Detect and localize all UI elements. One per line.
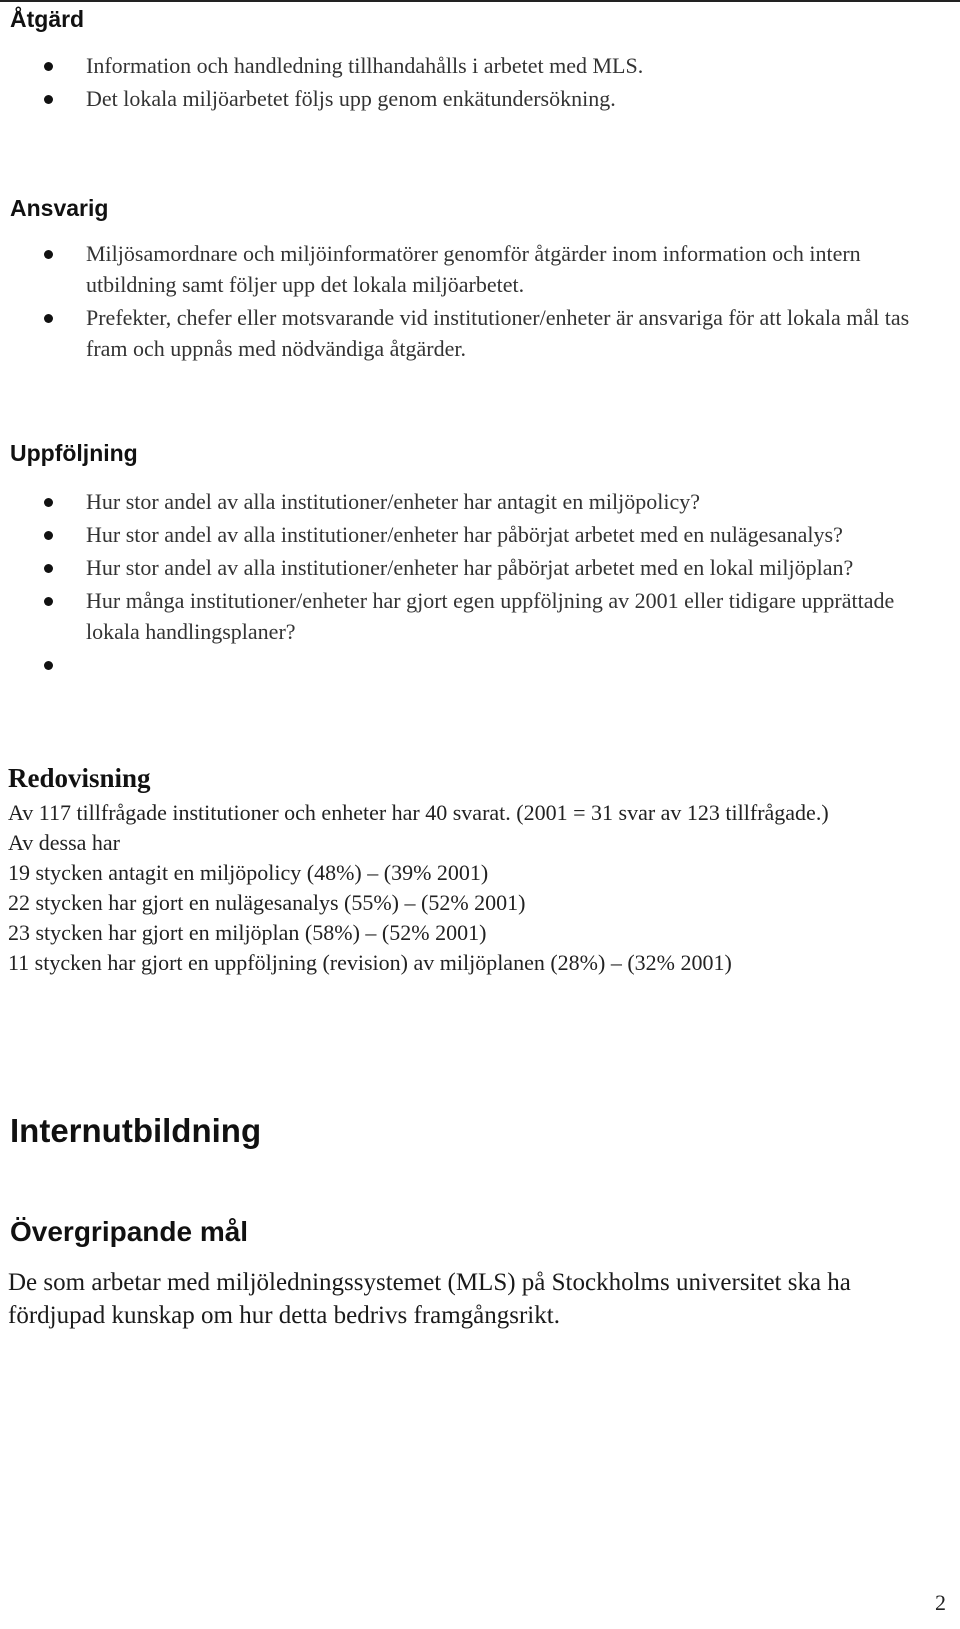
redovisning-line: Av dessa har	[8, 830, 120, 855]
list-ansvarig	[0, 238, 920, 366]
bullet-icon	[44, 62, 53, 71]
redovisning-line: 19 stycken antagit en miljöpolicy (48%) – (39% 2001)	[8, 860, 489, 885]
bullet-icon	[44, 531, 53, 540]
list-uppfoljning	[0, 486, 920, 682]
heading-atgard: Åtgärd	[10, 6, 85, 32]
overgripande-text: De som arbetar med miljöledningssystemet (MLS) på Stockholms universitet ska ha fördjupad kunskap om hur detta bedrivs framgångsrikt.	[8, 1269, 851, 1329]
list-item: Miljösamordnare och miljöinformatörer genomför åtgärder inom information och intern utbildning samt följer upp det lokala miljöarbetet.	[0, 238, 920, 300]
bullet-icon	[44, 564, 53, 573]
list-item: Hur många institutioner/enheter har gjort egen uppföljning av 2001 eller tidigare upprättade lokala handlingsplaner?	[0, 585, 920, 647]
top-rule	[0, 0, 960, 2]
list-item: Hur stor andel av alla institutioner/enheter har påbörjat arbetet med en lokal miljöplan?	[0, 552, 920, 583]
list-item	[0, 649, 920, 680]
list-item: Hur stor andel av alla institutioner/enheter har antagit en miljöpolicy?	[0, 486, 920, 517]
redovisning-line: 11 stycken har gjort en uppföljning (revision) av miljöplanen (28%) – (32% 2001)	[8, 950, 732, 975]
bullet-icon	[44, 661, 53, 670]
list-item: Hur stor andel av alla institutioner/enheter har påbörjat arbetet med en nulägesanalys?	[0, 519, 920, 550]
page-number: 2	[935, 1590, 946, 1615]
heading-overgripande-mal: Övergripande mål	[10, 1216, 249, 1247]
redovisning-line: Av 117 tillfrågade institutioner och enheter har 40 svarat. (2001 = 31 svar av 123 tillfrågade.)	[8, 800, 829, 825]
heading-redovisning: Redovisning	[8, 763, 151, 793]
bullet-icon	[44, 498, 53, 507]
redovisning-line: 23 stycken har gjort en miljöplan (58%) – (52% 2001)	[8, 920, 487, 945]
redovisning-text	[8, 798, 908, 978]
bullet-icon	[44, 314, 53, 323]
bullet-icon	[44, 250, 53, 259]
bullet-icon	[44, 95, 53, 104]
bullet-icon	[44, 597, 53, 606]
list-item: Information och handledning tillhandahålls i arbetet med MLS.	[0, 50, 920, 81]
list-atgard	[0, 50, 920, 116]
list-item: Prefekter, chefer eller motsvarande vid institutioner/enheter är ansvariga för att lokala mål tas fram och uppnås med nödvändiga åtgärder.	[0, 302, 920, 364]
heading-uppfoljning: Uppföljning	[10, 440, 138, 466]
list-item: Det lokala miljöarbetet följs upp genom enkätundersökning.	[0, 83, 920, 114]
redovisning-line: 22 stycken har gjort en nulägesanalys (55%) – (52% 2001)	[8, 890, 526, 915]
heading-ansvarig: Ansvarig	[10, 195, 109, 221]
heading-internutbildning: Internutbildning	[10, 1112, 262, 1149]
